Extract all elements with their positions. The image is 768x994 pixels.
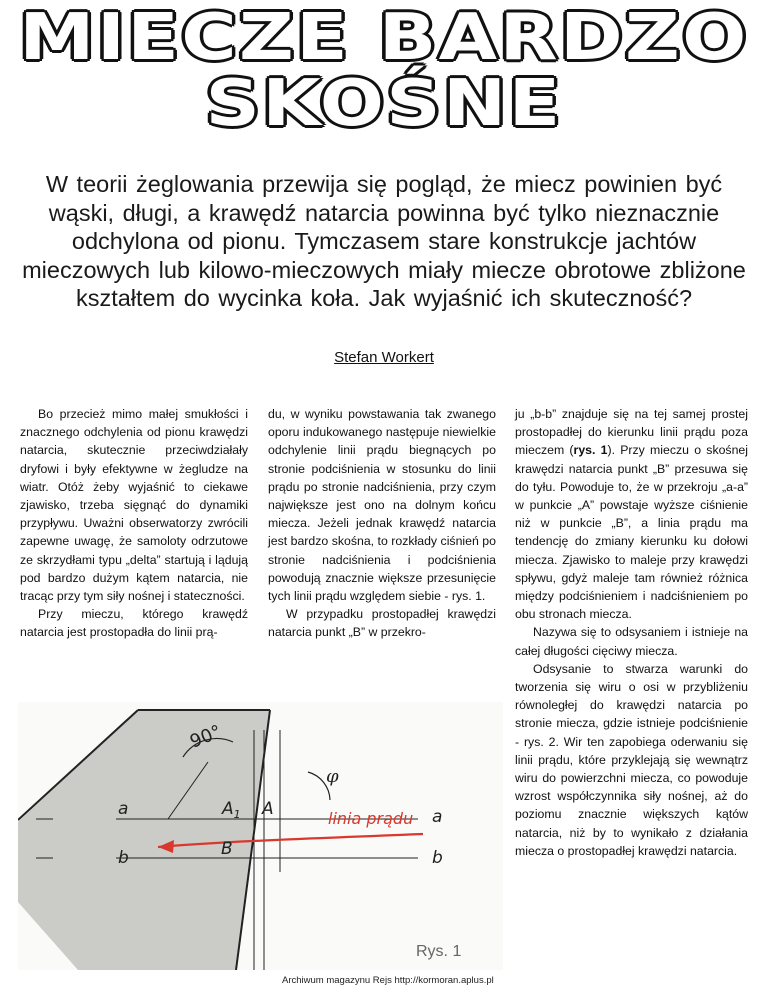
- label-a-left: a: [118, 799, 129, 819]
- col1-paragraph-2: Przy mieczu, którego krawędź natarcia jest prostopadła do linii prą-: [20, 607, 248, 640]
- col1-paragraph-1: Bo przecież mimo małej smukłości i znacznego odchylenia od pionu krawędzi natarcia, skutecznie przeciwdziałały dryfowi i były efektywne w żegludze na wiatr. Otóż żeby wyjaśnić to ciekawe zjawisko, trzeba sięgnąć do dynamiki przypływu. Uważni obserwatorzy zwrócili zapewne uwagę, że samoloty odrzutowe ze skrzydłami typu „delta” startują i lądują pod bardzo dużym kątem natarcia, nie tracąc przy tym siły nośnej i stateczności.: [20, 407, 248, 604]
- col3-paragraph-3: Odsysanie to stwarza warunki do tworzenia się wiru o osi w przybliżeniu równoległej do krawędzi natarcia po stronie miecza, gdzie istnieje podciśnienie - rys. 2. Wir ten zapobiega oderwaniu się linii prądu, które przyklejają się wewnątrz wiru do powierzchni miecza, co powoduje wzrost współczynnika siły nośnej, aż do poziomu znacznie większych kątów natarcia, niż by to wynikało z działania miecza o prostopadłej krawędzi natarcia.: [515, 661, 748, 858]
- title-line-1: MIECZE BARDZO: [19, 1, 749, 75]
- author-byline[interactable]: Stefan Workert: [334, 349, 434, 366]
- col2-paragraph-1: du, w wyniku powstawania tak zwanego oporu indukowanego następuje niewielkie odchylenie linii prądu biegnących po stronie podciśnienia w stosunku do linii prądu po stronie nadciśnienia, przy czym największe jest ono na dolnym końcu miecza. Jeżeli jednak krawędź natarcia jest bardzo skośna, to rozkłady ciśnień po stronie nadciśnienia i podciśnienia powodują znacznie większe przesunięcie tych linii prądu względem siebie - rys. 1.: [268, 407, 496, 604]
- col3-text-c: ). Przy mieczu o skośnej krawędzi natarcia punkt „B” przesuwa się do tyłu. Powoduje to, że w przekroju „a-a” w punkcie „A” powstaje wyższe ciśnienie niż w punkcie „B”, a linia prądu ma tendencję do zmiany kierunku ku dołowi miecza. Zjawisko to maleje przy krawędzi spływu, gdyż maleje tam również różnica między podciśnieniem i nadciśnieniem po obu stronach miecza.: [515, 443, 748, 622]
- footer-archive-credit: Archiwum magazynu Rejs http://kormoran.aplus.pl: [282, 975, 494, 986]
- label-b-right: b: [432, 848, 443, 868]
- label-b-left: b: [118, 848, 129, 868]
- col3-paragraph-2: Nazywa się to odsysaniem i istnieje na całej długości cięciwy miecza.: [515, 625, 748, 658]
- label-a-right: a: [432, 807, 443, 827]
- angle-label: 90°: [187, 721, 225, 753]
- figure-rys-1: [18, 702, 503, 970]
- figure-reference: rys. 1: [573, 443, 608, 458]
- col3-text-a: ju „b-b” znajduje się na tej samej prostej prostopadłej do kierunku linii prądu poza mieczem (: [515, 407, 748, 458]
- lead-paragraph: W teorii żeglowania przewija się pogląd, że miecz powinien być wąski, długi, a krawędź natarcia powinna być tylko nieznacznie odchylona od pionu. Tymczasem stare konstrukcje jachtów mieczowych lub kilowo-mieczowych miały miecze obrotowe zbliżone kształtem do wycinka koła. Jak wyjaśnić ich skuteczność?: [22, 171, 746, 311]
- title-line-2: SKOŚNE: [205, 67, 563, 141]
- article-column-2: [268, 405, 496, 642]
- flow-label: linia prądu: [328, 809, 414, 828]
- article-column-1: [20, 405, 248, 642]
- col3-paragraph-1: [515, 405, 748, 623]
- figure-caption: Rys. 1: [416, 943, 462, 960]
- col2-paragraph-2: W przypadku prostopadłej krawędzi natarcia punkt „B” w przekro-: [268, 607, 496, 640]
- article-column-3: [515, 405, 748, 860]
- point-b-label: B: [221, 839, 233, 859]
- point-a1-label: $A_1$: [222, 799, 241, 821]
- phi-label: φ: [326, 766, 339, 787]
- centerboard-diagram: [18, 702, 503, 970]
- point-a-label: A: [262, 799, 274, 819]
